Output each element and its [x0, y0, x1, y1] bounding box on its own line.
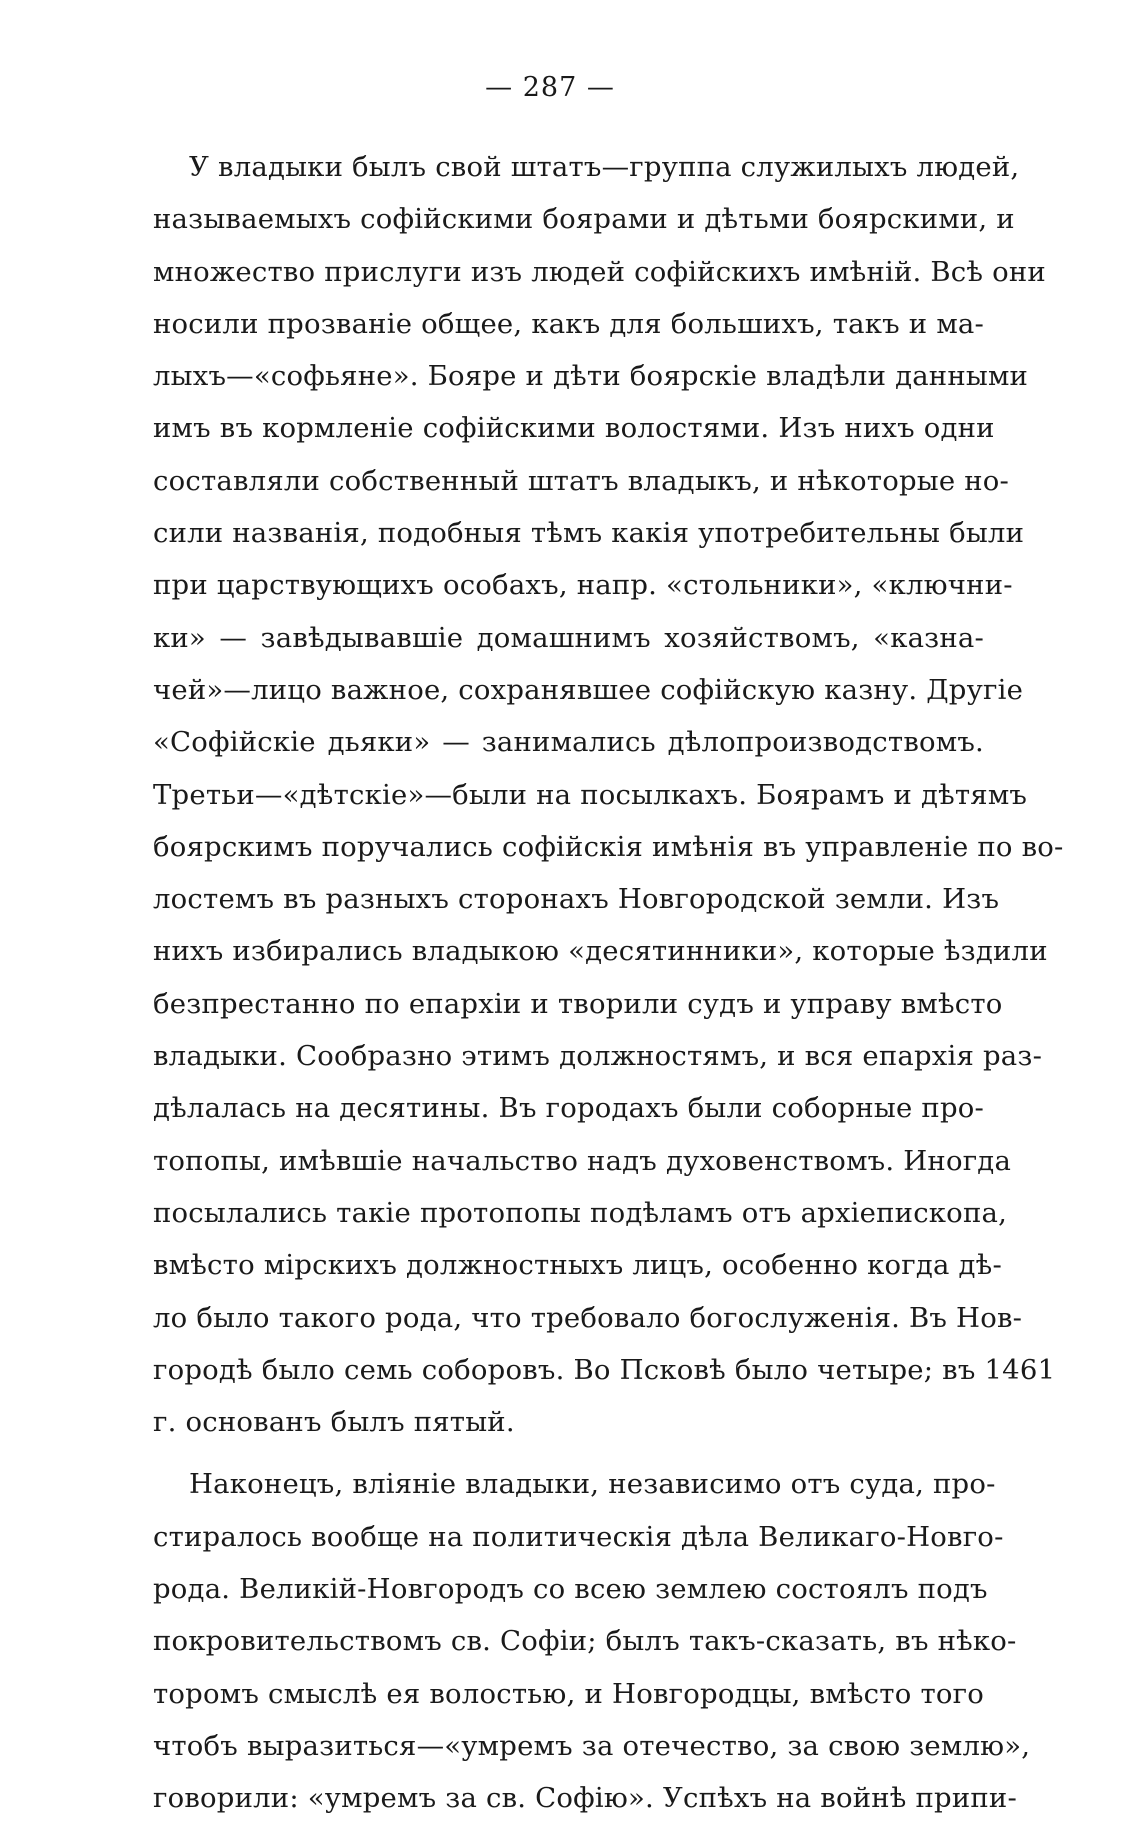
text-line: вмѣсто мірскихъ должностныхъ лицъ, особенно когда дѣ- [153, 1249, 1002, 1282]
text-line: посылались такіе протопопы подѣламъ отъ архіепископа, [153, 1196, 1008, 1229]
text-line: рода. Великій-Новгородъ со всею землею состоялъ подъ [153, 1573, 988, 1606]
text-line: чей»—лицо важное, сохранявшее софійскую казну. Другіе [153, 673, 1024, 706]
text-line: лыхъ—«софьяне». Бояре и дѣти боярскіе владѣли данными [153, 360, 1029, 393]
text-line: боярскимъ поручались софійскія имѣнія въ управленіе по во- [153, 830, 1064, 863]
text-line: безпрестанно по епархіи и творили судъ и управу вмѣсто [153, 987, 1003, 1020]
text-line: имъ въ кормленіе софійскими волостями. Изъ нихъ одни [153, 412, 995, 445]
text-line: «Софійскіе дьяки» — занимались дѣлопроизводствомъ. [153, 726, 984, 759]
text-line: ки» — завѣдывавшіе домашнимъ хозяйствомъ, «казна- [153, 621, 984, 654]
text-line: чтобъ выразиться—«умремъ за отечество, за свою землю», [153, 1729, 1031, 1762]
text-line: стиралось вообще на политическія дѣла Великаго-Новго- [153, 1520, 1004, 1553]
text-line: Третьи—«дѣтскіе»—были на посылкахъ. Боярамъ и дѣтямъ [153, 778, 1028, 811]
text-line: носили прозваніе общее, какъ для большихъ, такъ и ма- [153, 307, 984, 340]
text-line: г. основанъ былъ пятый. [153, 1406, 515, 1439]
text-line: У владыки былъ свой штатъ—группа служилыхъ людей, [189, 151, 1020, 183]
paragraph-spacer [153, 1448, 984, 1458]
text-line: Наконецъ, вліяніе владыки, независимо отъ суда, про- [189, 1468, 996, 1501]
text-line: городѣ было семь соборовъ. Во Псковѣ было четыре; въ 1461 [153, 1353, 1056, 1386]
text-line: торомъ смыслѣ ея волостью, и Новгородцы, вмѣсто того [153, 1677, 984, 1710]
paragraph-2 [153, 1458, 1031, 1824]
text-line: покровительствомъ св. Софіи; былъ такъ-сказать, въ нѣко- [153, 1625, 1017, 1658]
text-line: топопы, имѣвшіе начальство надъ духовенствомъ. Иногда [153, 1144, 1012, 1177]
text-line: нихъ избирались владыкою «десятинники», которые ѣздили [153, 935, 1048, 968]
text-line: при царствующихъ особахъ, напр. «стольники», «ключни- [153, 569, 1013, 602]
text-line: дѣлалась на десятины. Въ городахъ были соборные про- [153, 1092, 984, 1125]
text-line: множество прислуги изъ людей софійскихъ имѣній. Всѣ они [153, 255, 1046, 288]
text-line: называемыхъ софійскими боярами и дѣтьми боярскими, и [153, 203, 1015, 236]
page-number: — 287 — [485, 72, 615, 103]
text-line: говорили: «умремъ за св. Софію». Успѣхъ на войнѣ припи- [153, 1782, 1017, 1815]
body-text [153, 141, 1064, 1825]
paragraph-1 [153, 141, 1064, 1448]
text-line: владыки. Сообразно этимъ должностямъ, и вся епархія раз- [153, 1040, 1043, 1073]
text-line: сили названія, подобныя тѣмъ какія употребительны были [153, 517, 1025, 550]
text-line: составляли собственный штатъ владыкъ, и нѣкоторые но- [153, 464, 1010, 497]
text-line: лостемъ въ разныхъ сторонахъ Новгородской земли. Изъ [153, 883, 1000, 916]
text-line: ло было такого рода, что требовало богослуженія. Въ Нов- [153, 1301, 1023, 1334]
